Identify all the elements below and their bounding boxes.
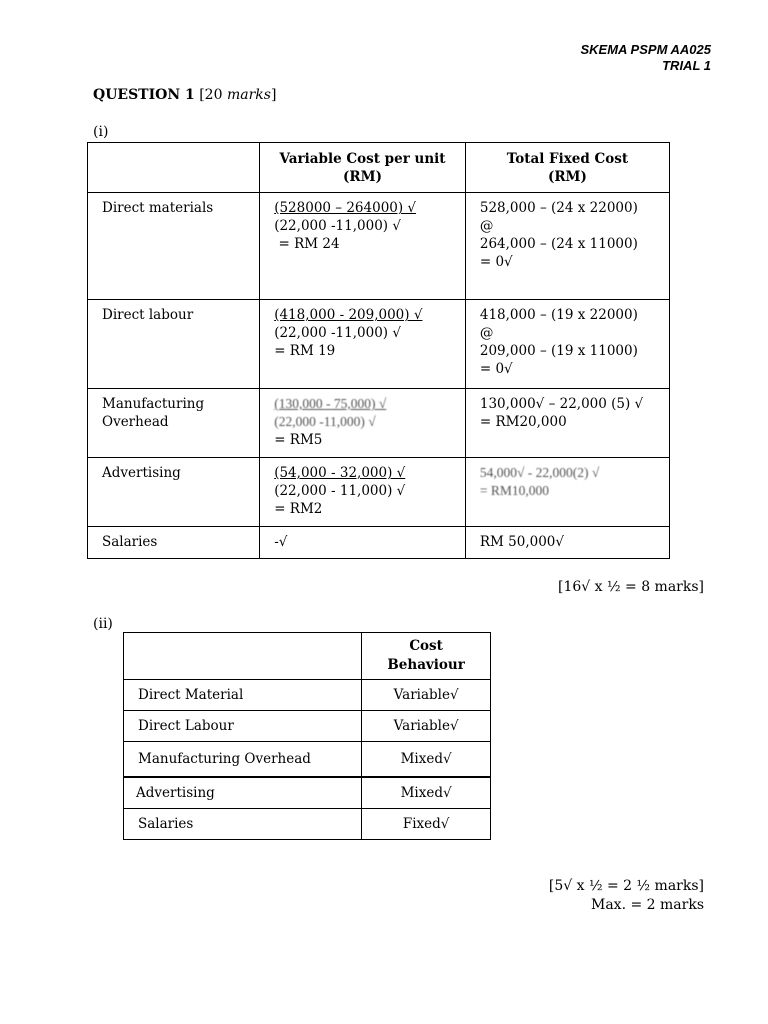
working-line: 54,000√ - 22,000(2) √ xyxy=(479,465,600,480)
table-row xyxy=(88,300,670,389)
cost-analysis-table xyxy=(87,142,670,559)
part-ii-marks-line-2: Max. = 2 marks xyxy=(591,897,704,913)
fixed-cost-cell: RM 50,000√ xyxy=(465,527,669,559)
header-line-1: SKEMA PSPM AA025 xyxy=(580,42,711,57)
working-line: = 0√ xyxy=(479,254,513,270)
working-line: (22,000 -11,000) √ xyxy=(274,218,401,234)
working-line: = RM 19 xyxy=(274,343,336,359)
behaviour-cell: Variable√ xyxy=(362,680,491,711)
fixed-cost-cell xyxy=(465,300,669,389)
question-number: QUESTION 1 xyxy=(93,87,195,103)
fixed-cost-cell xyxy=(465,389,669,458)
variable-cost-cell xyxy=(260,300,466,389)
variable-cost-cell: -√ xyxy=(260,527,466,559)
header-line-2: TRIAL 1 xyxy=(662,58,711,73)
table-row xyxy=(124,742,491,778)
table-header-row xyxy=(88,143,670,193)
document-header xyxy=(580,42,711,74)
question-marks-word: marks xyxy=(226,87,271,103)
table-row xyxy=(88,458,670,527)
working-line: = RM2 xyxy=(274,501,323,517)
working-line: (22,000 -11,000) √ xyxy=(274,414,376,429)
behaviour-cell: Mixed√ xyxy=(362,777,491,809)
item-cell: Manufacturing Overhead xyxy=(88,389,260,458)
header-line: (RM) xyxy=(343,168,382,185)
header-line: (RM) xyxy=(547,168,587,185)
behaviour-cell: Mixed√ xyxy=(362,742,491,778)
item-cell: Advertising xyxy=(124,777,362,809)
header-cell-item xyxy=(124,633,362,680)
part-ii-marks-line-1: [5√ x ½ = 2 ½ marks] xyxy=(548,878,704,894)
variable-cost-cell xyxy=(260,193,466,300)
header-line: Total Fixed Cost xyxy=(506,150,629,167)
question-marks-close: ] xyxy=(270,87,277,103)
fixed-cost-cell xyxy=(465,458,669,527)
working-line: (130,000 - 75,000) √ xyxy=(274,396,387,411)
working-line: = RM 24 xyxy=(274,236,340,252)
variable-cost-cell xyxy=(260,458,466,527)
working-line: @ xyxy=(479,325,494,341)
table-row xyxy=(88,193,670,300)
variable-cost-cell xyxy=(260,389,466,458)
table-row xyxy=(124,777,491,809)
behaviour-cell: Fixed√ xyxy=(362,809,491,840)
header-cell-fixed-cost xyxy=(465,143,669,193)
cost-behaviour-table xyxy=(123,632,491,840)
item-cell: Direct Labour xyxy=(124,711,362,742)
table-row xyxy=(88,527,670,559)
working-line: 528,000 – (24 x 22000) xyxy=(479,200,638,216)
working-line: (22,000 -11,000) √ xyxy=(274,325,401,341)
item-cell: Manufacturing Overhead xyxy=(124,742,362,778)
part-ii-label: (ii) xyxy=(93,616,113,632)
working-line: = RM20,000 xyxy=(479,414,567,430)
working-line: 418,000 – (19 x 22000) xyxy=(479,307,638,323)
question-marks-open: [20 xyxy=(199,87,227,103)
header-cell-variable-cost xyxy=(260,143,466,193)
behaviour-cell: Variable√ xyxy=(362,711,491,742)
fixed-cost-cell xyxy=(465,193,669,300)
part-ii-marks xyxy=(549,877,704,915)
working-line: (528000 – 264000) √ xyxy=(274,200,417,216)
table-row xyxy=(124,711,491,742)
table-row xyxy=(88,389,670,458)
working-line: (54,000 - 32,000) √ xyxy=(274,465,406,481)
item-cell: Direct materials xyxy=(88,193,260,300)
working-line: @ xyxy=(479,218,494,234)
item-cell: Direct Material xyxy=(124,680,362,711)
table-row xyxy=(124,809,491,840)
table-row xyxy=(124,680,491,711)
working-line: 264,000 – (24 x 11000) xyxy=(479,236,638,252)
working-line: (418,000 - 209,000) √ xyxy=(274,307,423,323)
part-i-marks: [16√ x ½ = 8 marks] xyxy=(558,579,704,595)
part-i-label: (i) xyxy=(93,124,109,140)
working-line: = 0√ xyxy=(479,361,513,377)
header-line: Variable Cost per unit xyxy=(279,150,446,167)
table-header-row xyxy=(124,633,491,680)
working-line: 130,000√ – 22,000 (5) √ xyxy=(479,396,644,412)
working-line: 209,000 – (19 x 11000) xyxy=(479,343,638,359)
item-cell: Salaries xyxy=(124,809,362,840)
item-cell: Direct labour xyxy=(88,300,260,389)
working-line: = RM10,000 xyxy=(479,483,549,498)
working-line: (22,000 - 11,000) √ xyxy=(274,483,406,499)
working-line: = RM5 xyxy=(274,432,323,448)
header-cell-item xyxy=(88,143,260,193)
question-title xyxy=(93,87,276,103)
item-cell: Salaries xyxy=(88,527,260,559)
header-cell-cost-behaviour: Cost Behaviour xyxy=(362,633,491,680)
item-cell: Advertising xyxy=(88,458,260,527)
